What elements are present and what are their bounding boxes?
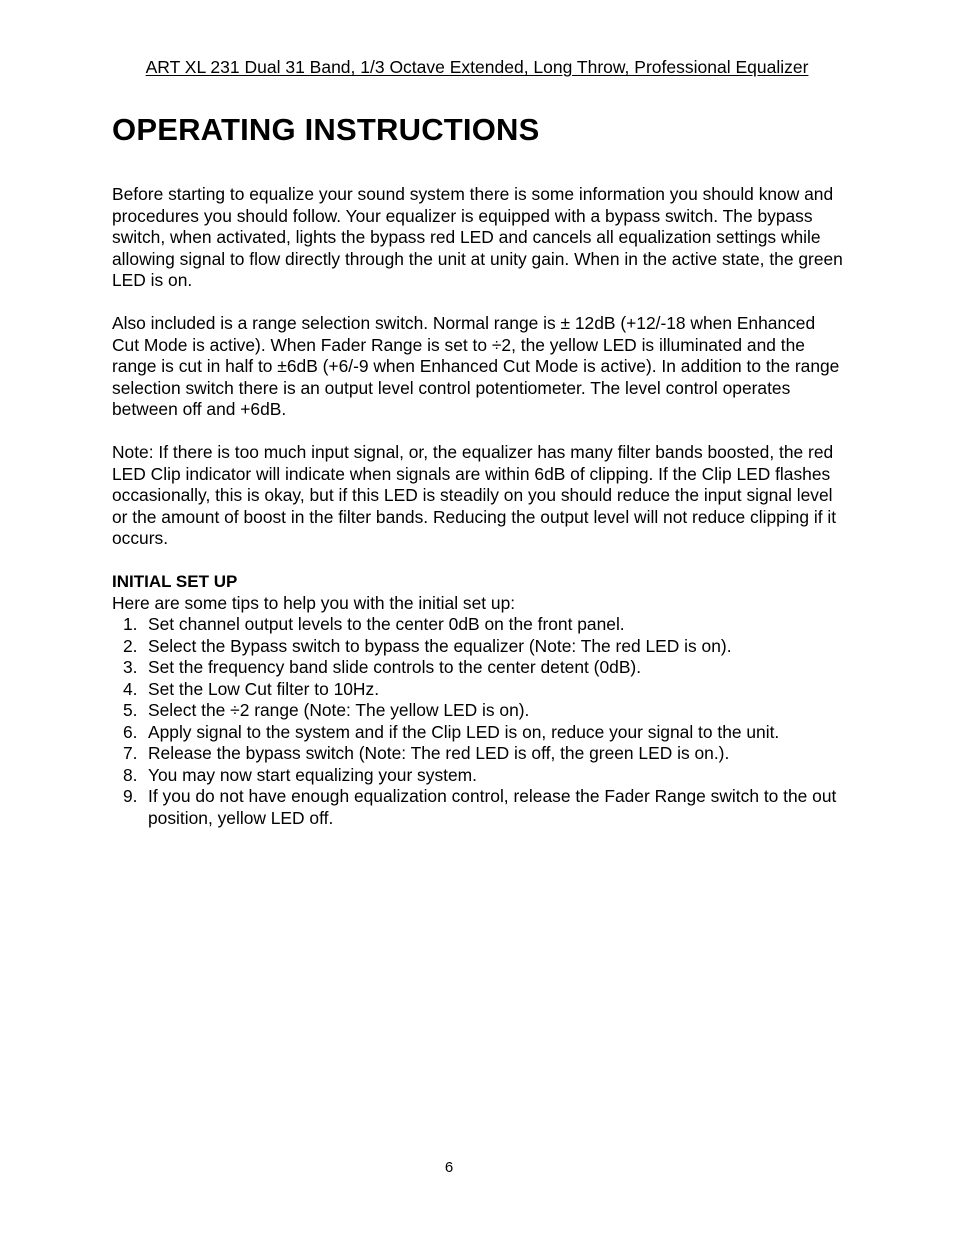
page-number: 6	[444, 1159, 454, 1176]
setup-section	[112, 571, 847, 829]
list-item	[112, 786, 847, 829]
list-item	[112, 722, 847, 744]
list-item-text: Set the Low Cut filter to 10Hz.	[148, 678, 380, 699]
list-item-number: 9.	[123, 786, 138, 806]
list-item-text: Set channel output levels to the center 0dB on the front panel.	[148, 614, 625, 634]
running-header: ART XL 231 Dual 31 Band, 1/3 Octave Extended, Long Throw, Professional Equalizer	[145, 57, 809, 77]
setup-steps-list	[112, 614, 847, 829]
list-item	[112, 700, 847, 722]
paragraph-bypass: Before starting to equalize your sound system there is some information you should know and procedures you should follow. Your equalizer is equipped with a bypass switch. The bypass switch, when activated, lights the bypass red LED and cancels all equalization settings while allowing signal to flow directly through the unit at unity gain. When in the active state, the green LED is on.	[112, 184, 843, 290]
list-item-number: 4.	[123, 678, 138, 699]
list-item	[112, 679, 847, 701]
list-item-text: You may now start equalizing your system.	[148, 764, 477, 785]
list-item-text: Release the bypass switch (Note: The red LED is off, the green LED is on.).	[148, 743, 730, 763]
list-item-text: Select the ÷2 range (Note: The yellow LED is on).	[148, 700, 530, 720]
list-item-number: 1.	[123, 614, 138, 634]
setup-intro: Here are some tips to help you with the initial set up:	[112, 592, 516, 613]
page-title: OPERATING INSTRUCTIONS	[112, 112, 540, 147]
setup-heading: INITIAL SET UP	[112, 572, 238, 591]
list-item	[112, 636, 847, 658]
list-item-number: 8.	[123, 764, 138, 785]
list-item-text: Select the Bypass switch to bypass the equalizer (Note: The red LED is on).	[148, 635, 732, 656]
list-item-number: 7.	[123, 743, 138, 763]
list-item-number: 5.	[123, 700, 138, 720]
list-item	[112, 657, 847, 679]
list-item-text: If you do not have enough equalization control, release the Fader Range switch to the out position, yellow LED off.	[148, 786, 837, 828]
list-item	[112, 614, 847, 636]
list-item-text: Apply signal to the system and if the Clip LED is on, reduce your signal to the unit.	[148, 721, 780, 742]
list-item	[112, 765, 847, 787]
paragraph-clip-note: Note: If there is too much input signal, or, the equalizer has many filter bands boosted, the red LED Clip indicator will indicate when signals are within 6dB of clipping. If the Clip LED flashes occasionally, this is okay, but if this LED is steadily on you should reduce the input signal level or the amount of boost in the filter bands. Reducing the output level will not reduce clipping if it occurs.	[112, 442, 837, 548]
list-item-number: 2.	[123, 635, 138, 656]
list-item-number: 3.	[123, 657, 138, 677]
list-item-text: Set the frequency band slide controls to the center detent (0dB).	[148, 657, 642, 677]
list-item	[112, 743, 847, 765]
list-item-number: 6.	[123, 721, 138, 742]
body-content	[112, 184, 847, 829]
paragraph-range: Also included is a range selection switch. Normal range is ± 12dB (+12/-18 when Enhanced Cut Mode is active). When Fader Range is set to ÷2, the yellow LED is illuminated and the range is cut in half to ±6dB (+6/-9 when Enhanced Cut Mode is active). In addition to the range selection switch there is an output level control potentiometer. The level control operates between off and +6dB.	[112, 313, 840, 419]
